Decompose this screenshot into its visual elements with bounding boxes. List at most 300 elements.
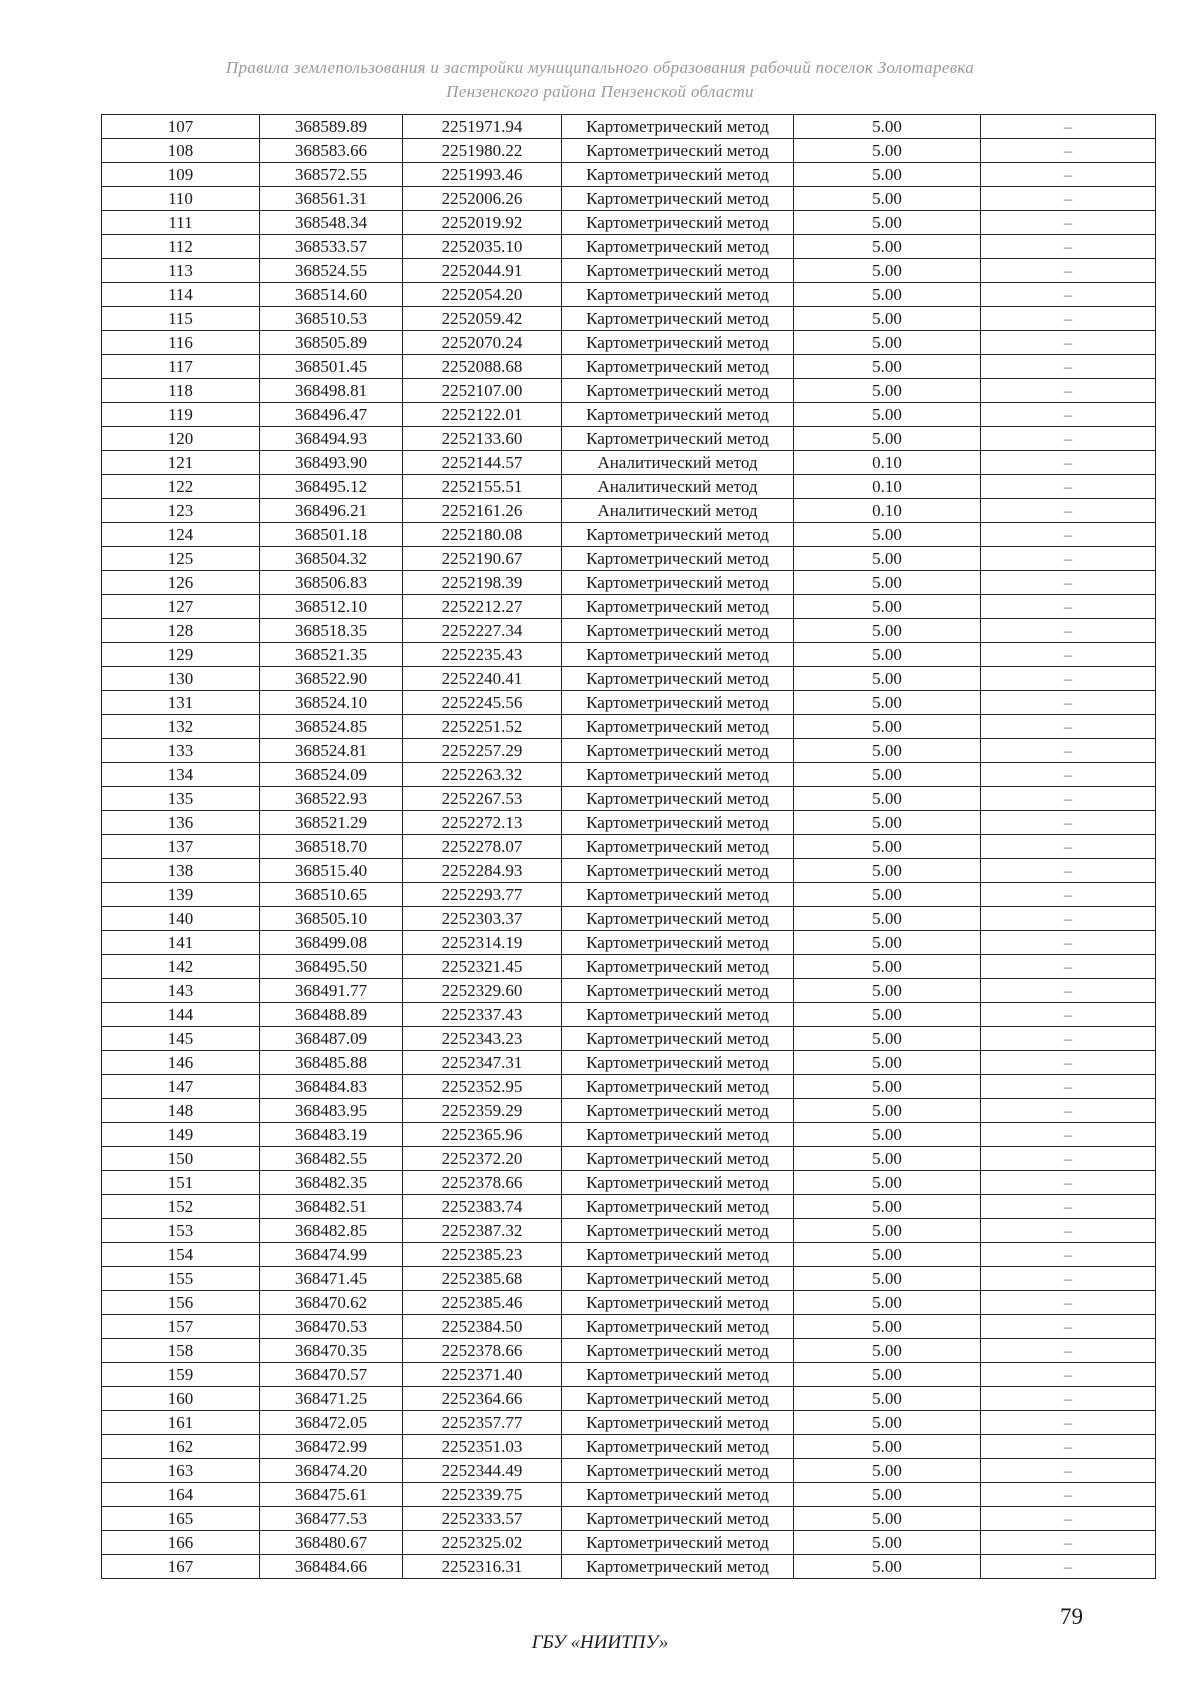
point-number-cell: 108 (102, 139, 260, 163)
method-cell: Картометрический метод (562, 619, 794, 643)
error-cell: – (981, 1291, 1156, 1315)
error-cell: – (981, 859, 1156, 883)
header-line-2: Пензенского района Пензенской области (446, 82, 754, 101)
x-coordinate-cell: 368472.99 (260, 1435, 403, 1459)
accuracy-cell: 5.00 (794, 1531, 981, 1555)
y-coordinate-cell: 2252372.20 (403, 1147, 562, 1171)
point-number-cell: 143 (102, 979, 260, 1003)
point-number-cell: 147 (102, 1075, 260, 1099)
point-number-cell: 111 (102, 211, 260, 235)
accuracy-cell: 5.00 (794, 403, 981, 427)
method-cell: Картометрический метод (562, 907, 794, 931)
method-cell: Картометрический метод (562, 379, 794, 403)
error-cell: – (981, 643, 1156, 667)
y-coordinate-cell: 2251993.46 (403, 163, 562, 187)
accuracy-cell: 5.00 (794, 1099, 981, 1123)
y-coordinate-cell: 2251971.94 (403, 115, 562, 139)
accuracy-cell: 5.00 (794, 163, 981, 187)
table-row (102, 499, 1156, 523)
error-cell: – (981, 835, 1156, 859)
y-coordinate-cell: 2252272.13 (403, 811, 562, 835)
error-cell: – (981, 307, 1156, 331)
y-coordinate-cell: 2252019.92 (403, 211, 562, 235)
table-row (102, 475, 1156, 499)
point-number-cell: 157 (102, 1315, 260, 1339)
point-number-cell: 136 (102, 811, 260, 835)
method-cell: Картометрический метод (562, 931, 794, 955)
accuracy-cell: 5.00 (794, 1171, 981, 1195)
error-cell: – (981, 1507, 1156, 1531)
method-cell: Картометрический метод (562, 163, 794, 187)
accuracy-cell: 5.00 (794, 379, 981, 403)
y-coordinate-cell: 2252133.60 (403, 427, 562, 451)
table-row (102, 691, 1156, 715)
method-cell: Картометрический метод (562, 1507, 794, 1531)
accuracy-cell: 5.00 (794, 187, 981, 211)
error-cell: – (981, 1051, 1156, 1075)
x-coordinate-cell: 368496.47 (260, 403, 403, 427)
x-coordinate-cell: 368504.32 (260, 547, 403, 571)
error-cell: – (981, 379, 1156, 403)
method-cell: Картометрический метод (562, 331, 794, 355)
table-row (102, 1555, 1156, 1579)
accuracy-cell: 5.00 (794, 691, 981, 715)
accuracy-cell: 5.00 (794, 595, 981, 619)
method-cell: Картометрический метод (562, 1027, 794, 1051)
accuracy-cell: 5.00 (794, 1435, 981, 1459)
point-number-cell: 112 (102, 235, 260, 259)
y-coordinate-cell: 2252337.43 (403, 1003, 562, 1027)
error-cell: – (981, 499, 1156, 523)
table-row (102, 235, 1156, 259)
y-coordinate-cell: 2252357.77 (403, 1411, 562, 1435)
point-number-cell: 144 (102, 1003, 260, 1027)
method-cell: Картометрический метод (562, 259, 794, 283)
y-coordinate-cell: 2252359.29 (403, 1099, 562, 1123)
table-row (102, 115, 1156, 139)
table-row (102, 643, 1156, 667)
table-row (102, 1099, 1156, 1123)
method-cell: Картометрический метод (562, 1291, 794, 1315)
method-cell: Картометрический метод (562, 1267, 794, 1291)
method-cell: Картометрический метод (562, 1195, 794, 1219)
table-row (102, 811, 1156, 835)
error-cell: – (981, 283, 1156, 307)
error-cell: – (981, 1531, 1156, 1555)
y-coordinate-cell: 2252245.56 (403, 691, 562, 715)
accuracy-cell: 0.10 (794, 499, 981, 523)
y-coordinate-cell: 2252035.10 (403, 235, 562, 259)
point-number-cell: 129 (102, 643, 260, 667)
x-coordinate-cell: 368474.20 (260, 1459, 403, 1483)
error-cell: – (981, 1339, 1156, 1363)
error-cell: – (981, 1075, 1156, 1099)
y-coordinate-cell: 2252333.57 (403, 1507, 562, 1531)
x-coordinate-cell: 368470.53 (260, 1315, 403, 1339)
point-number-cell: 152 (102, 1195, 260, 1219)
method-cell: Картометрический метод (562, 283, 794, 307)
y-coordinate-cell: 2252329.60 (403, 979, 562, 1003)
accuracy-cell: 5.00 (794, 643, 981, 667)
header-line-1: Правила землепользования и застройки муниципального образования рабочий поселок Золотаревка (225, 58, 975, 77)
table-row (102, 211, 1156, 235)
table-row (102, 715, 1156, 739)
error-cell: – (981, 355, 1156, 379)
table-row (102, 163, 1156, 187)
x-coordinate-cell: 368521.35 (260, 643, 403, 667)
accuracy-cell: 5.00 (794, 1363, 981, 1387)
accuracy-cell: 5.00 (794, 955, 981, 979)
accuracy-cell: 5.00 (794, 787, 981, 811)
x-coordinate-cell: 368522.93 (260, 787, 403, 811)
y-coordinate-cell: 2252155.51 (403, 475, 562, 499)
x-coordinate-cell: 368482.55 (260, 1147, 403, 1171)
method-cell: Картометрический метод (562, 883, 794, 907)
method-cell: Картометрический метод (562, 811, 794, 835)
error-cell: – (981, 139, 1156, 163)
point-number-cell: 166 (102, 1531, 260, 1555)
method-cell: Картометрический метод (562, 547, 794, 571)
y-coordinate-cell: 2252251.52 (403, 715, 562, 739)
error-cell: – (981, 979, 1156, 1003)
x-coordinate-cell: 368522.90 (260, 667, 403, 691)
y-coordinate-cell: 2252070.24 (403, 331, 562, 355)
point-number-cell: 161 (102, 1411, 260, 1435)
error-cell: – (981, 547, 1156, 571)
method-cell: Картометрический метод (562, 1003, 794, 1027)
table-row (102, 595, 1156, 619)
point-number-cell: 123 (102, 499, 260, 523)
accuracy-cell: 0.10 (794, 451, 981, 475)
point-number-cell: 121 (102, 451, 260, 475)
accuracy-cell: 5.00 (794, 811, 981, 835)
y-coordinate-cell: 2252325.02 (403, 1531, 562, 1555)
accuracy-cell: 5.00 (794, 883, 981, 907)
x-coordinate-cell: 368512.10 (260, 595, 403, 619)
y-coordinate-cell: 2252284.93 (403, 859, 562, 883)
error-cell: – (981, 475, 1156, 499)
x-coordinate-cell: 368480.67 (260, 1531, 403, 1555)
y-coordinate-cell: 2252278.07 (403, 835, 562, 859)
x-coordinate-cell: 368484.83 (260, 1075, 403, 1099)
accuracy-cell: 5.00 (794, 1003, 981, 1027)
y-coordinate-cell: 2252180.08 (403, 523, 562, 547)
table-row (102, 1315, 1156, 1339)
y-coordinate-cell: 2252339.75 (403, 1483, 562, 1507)
x-coordinate-cell: 368482.85 (260, 1219, 403, 1243)
method-cell: Картометрический метод (562, 1435, 794, 1459)
x-coordinate-cell: 368506.83 (260, 571, 403, 595)
method-cell: Картометрический метод (562, 955, 794, 979)
accuracy-cell: 5.00 (794, 907, 981, 931)
error-cell: – (981, 667, 1156, 691)
table-row (102, 667, 1156, 691)
error-cell: – (981, 1027, 1156, 1051)
method-cell: Картометрический метод (562, 763, 794, 787)
x-coordinate-cell: 368521.29 (260, 811, 403, 835)
y-coordinate-cell: 2252240.41 (403, 667, 562, 691)
accuracy-cell: 5.00 (794, 571, 981, 595)
accuracy-cell: 0.10 (794, 475, 981, 499)
x-coordinate-cell: 368518.70 (260, 835, 403, 859)
error-cell: – (981, 403, 1156, 427)
point-number-cell: 131 (102, 691, 260, 715)
x-coordinate-cell: 368477.53 (260, 1507, 403, 1531)
y-coordinate-cell: 2252088.68 (403, 355, 562, 379)
accuracy-cell: 5.00 (794, 1123, 981, 1147)
method-cell: Картометрический метод (562, 1459, 794, 1483)
point-number-cell: 119 (102, 403, 260, 427)
point-number-cell: 142 (102, 955, 260, 979)
method-cell: Картометрический метод (562, 1171, 794, 1195)
y-coordinate-cell: 2252267.53 (403, 787, 562, 811)
table-row (102, 883, 1156, 907)
point-number-cell: 125 (102, 547, 260, 571)
table-row (102, 931, 1156, 955)
x-coordinate-cell: 368505.10 (260, 907, 403, 931)
error-cell: – (981, 163, 1156, 187)
table-row (102, 787, 1156, 811)
method-cell: Картометрический метод (562, 115, 794, 139)
error-cell: – (981, 451, 1156, 475)
point-number-cell: 128 (102, 619, 260, 643)
error-cell: – (981, 1555, 1156, 1579)
x-coordinate-cell: 368524.10 (260, 691, 403, 715)
table-row (102, 1363, 1156, 1387)
accuracy-cell: 5.00 (794, 1051, 981, 1075)
point-number-cell: 116 (102, 331, 260, 355)
error-cell: – (981, 1171, 1156, 1195)
accuracy-cell: 5.00 (794, 115, 981, 139)
point-number-cell: 133 (102, 739, 260, 763)
error-cell: – (981, 571, 1156, 595)
point-number-cell: 146 (102, 1051, 260, 1075)
x-coordinate-cell: 368470.57 (260, 1363, 403, 1387)
point-number-cell: 162 (102, 1435, 260, 1459)
point-number-cell: 115 (102, 307, 260, 331)
point-number-cell: 113 (102, 259, 260, 283)
error-cell: – (981, 1099, 1156, 1123)
point-number-cell: 165 (102, 1507, 260, 1531)
point-number-cell: 149 (102, 1123, 260, 1147)
table-row (102, 379, 1156, 403)
method-cell: Картометрический метод (562, 1339, 794, 1363)
accuracy-cell: 5.00 (794, 355, 981, 379)
point-number-cell: 153 (102, 1219, 260, 1243)
y-coordinate-cell: 2252365.96 (403, 1123, 562, 1147)
accuracy-cell: 5.00 (794, 619, 981, 643)
footer-organization: ГБУ «НИИТПУ» (531, 1632, 669, 1653)
table-row (102, 1531, 1156, 1555)
point-number-cell: 155 (102, 1267, 260, 1291)
table-row (102, 955, 1156, 979)
y-coordinate-cell: 2252387.32 (403, 1219, 562, 1243)
table-row (102, 1147, 1156, 1171)
table-row (102, 979, 1156, 1003)
method-cell: Картометрический метод (562, 787, 794, 811)
method-cell: Картометрический метод (562, 355, 794, 379)
point-number-cell: 156 (102, 1291, 260, 1315)
method-cell: Картометрический метод (562, 859, 794, 883)
table-row (102, 139, 1156, 163)
x-coordinate-cell: 368583.66 (260, 139, 403, 163)
accuracy-cell: 5.00 (794, 1459, 981, 1483)
accuracy-cell: 5.00 (794, 547, 981, 571)
y-coordinate-cell: 2252227.34 (403, 619, 562, 643)
error-cell: – (981, 331, 1156, 355)
table-row (102, 619, 1156, 643)
error-cell: – (981, 1219, 1156, 1243)
x-coordinate-cell: 368485.88 (260, 1051, 403, 1075)
accuracy-cell: 5.00 (794, 283, 981, 307)
y-coordinate-cell: 2252212.27 (403, 595, 562, 619)
table-row (102, 1171, 1156, 1195)
y-coordinate-cell: 2252293.77 (403, 883, 562, 907)
accuracy-cell: 5.00 (794, 1483, 981, 1507)
error-cell: – (981, 763, 1156, 787)
table-row (102, 1051, 1156, 1075)
y-coordinate-cell: 2251980.22 (403, 139, 562, 163)
accuracy-cell: 5.00 (794, 1027, 981, 1051)
error-cell: – (981, 187, 1156, 211)
point-number-cell: 109 (102, 163, 260, 187)
accuracy-cell: 5.00 (794, 1411, 981, 1435)
method-cell: Картометрический метод (562, 1363, 794, 1387)
point-number-cell: 148 (102, 1099, 260, 1123)
error-cell: – (981, 115, 1156, 139)
method-cell: Аналитический метод (562, 499, 794, 523)
accuracy-cell: 5.00 (794, 979, 981, 1003)
accuracy-cell: 5.00 (794, 331, 981, 355)
point-number-cell: 120 (102, 427, 260, 451)
x-coordinate-cell: 368533.57 (260, 235, 403, 259)
y-coordinate-cell: 2252198.39 (403, 571, 562, 595)
y-coordinate-cell: 2252344.49 (403, 1459, 562, 1483)
method-cell: Картометрический метод (562, 667, 794, 691)
accuracy-cell: 5.00 (794, 235, 981, 259)
x-coordinate-cell: 368524.55 (260, 259, 403, 283)
point-number-cell: 150 (102, 1147, 260, 1171)
method-cell: Картометрический метод (562, 235, 794, 259)
accuracy-cell: 5.00 (794, 1147, 981, 1171)
x-coordinate-cell: 368487.09 (260, 1027, 403, 1051)
method-cell: Аналитический метод (562, 475, 794, 499)
error-cell: – (981, 1123, 1156, 1147)
table-row (102, 1267, 1156, 1291)
accuracy-cell: 5.00 (794, 427, 981, 451)
y-coordinate-cell: 2252378.66 (403, 1171, 562, 1195)
table-row (102, 1339, 1156, 1363)
x-coordinate-cell: 368496.21 (260, 499, 403, 523)
table-row (102, 1459, 1156, 1483)
point-number-cell: 117 (102, 355, 260, 379)
method-cell: Картометрический метод (562, 1411, 794, 1435)
error-cell: – (981, 787, 1156, 811)
coordinates-table-body (102, 115, 1156, 1579)
method-cell: Картометрический метод (562, 1243, 794, 1267)
x-coordinate-cell: 368572.55 (260, 163, 403, 187)
table-row (102, 1435, 1156, 1459)
x-coordinate-cell: 368482.35 (260, 1171, 403, 1195)
x-coordinate-cell: 368491.77 (260, 979, 403, 1003)
accuracy-cell: 5.00 (794, 835, 981, 859)
accuracy-cell: 5.00 (794, 1291, 981, 1315)
table-row (102, 571, 1156, 595)
y-coordinate-cell: 2252044.91 (403, 259, 562, 283)
y-coordinate-cell: 2252006.26 (403, 187, 562, 211)
point-number-cell: 114 (102, 283, 260, 307)
accuracy-cell: 5.00 (794, 1219, 981, 1243)
error-cell: – (981, 619, 1156, 643)
x-coordinate-cell: 368505.89 (260, 331, 403, 355)
table-row (102, 1075, 1156, 1099)
x-coordinate-cell: 368524.85 (260, 715, 403, 739)
x-coordinate-cell: 368482.51 (260, 1195, 403, 1219)
point-number-cell: 135 (102, 787, 260, 811)
error-cell: – (981, 595, 1156, 619)
error-cell: – (981, 883, 1156, 907)
error-cell: – (981, 715, 1156, 739)
y-coordinate-cell: 2252383.74 (403, 1195, 562, 1219)
point-number-cell: 167 (102, 1555, 260, 1579)
accuracy-cell: 5.00 (794, 1267, 981, 1291)
accuracy-cell: 5.00 (794, 259, 981, 283)
method-cell: Картометрический метод (562, 1483, 794, 1507)
x-coordinate-cell: 368548.34 (260, 211, 403, 235)
point-number-cell: 107 (102, 115, 260, 139)
table-row (102, 259, 1156, 283)
table-row (102, 763, 1156, 787)
page-number: 79 (1060, 1604, 1083, 1629)
error-cell: – (981, 739, 1156, 763)
table-row (102, 1219, 1156, 1243)
y-coordinate-cell: 2252378.66 (403, 1339, 562, 1363)
error-cell: – (981, 691, 1156, 715)
point-number-cell: 124 (102, 523, 260, 547)
x-coordinate-cell: 368493.90 (260, 451, 403, 475)
running-header (100, 56, 1100, 104)
method-cell: Картометрический метод (562, 739, 794, 763)
table-row (102, 523, 1156, 547)
y-coordinate-cell: 2252343.23 (403, 1027, 562, 1051)
error-cell: – (981, 211, 1156, 235)
table-row (102, 283, 1156, 307)
x-coordinate-cell: 368483.95 (260, 1099, 403, 1123)
y-coordinate-cell: 2252235.43 (403, 643, 562, 667)
x-coordinate-cell: 368510.65 (260, 883, 403, 907)
error-cell: – (981, 1267, 1156, 1291)
x-coordinate-cell: 368471.25 (260, 1387, 403, 1411)
point-number-cell: 137 (102, 835, 260, 859)
method-cell: Картометрический метод (562, 187, 794, 211)
x-coordinate-cell: 368488.89 (260, 1003, 403, 1027)
y-coordinate-cell: 2252314.19 (403, 931, 562, 955)
error-cell: – (981, 1459, 1156, 1483)
point-number-cell: 154 (102, 1243, 260, 1267)
y-coordinate-cell: 2252303.37 (403, 907, 562, 931)
accuracy-cell: 5.00 (794, 523, 981, 547)
table-row (102, 1483, 1156, 1507)
method-cell: Картометрический метод (562, 1123, 794, 1147)
table-row (102, 451, 1156, 475)
x-coordinate-cell: 368501.45 (260, 355, 403, 379)
table-row (102, 859, 1156, 883)
y-coordinate-cell: 2252385.23 (403, 1243, 562, 1267)
method-cell: Картометрический метод (562, 1555, 794, 1579)
error-cell: – (981, 427, 1156, 451)
table-row (102, 427, 1156, 451)
x-coordinate-cell: 368495.50 (260, 955, 403, 979)
